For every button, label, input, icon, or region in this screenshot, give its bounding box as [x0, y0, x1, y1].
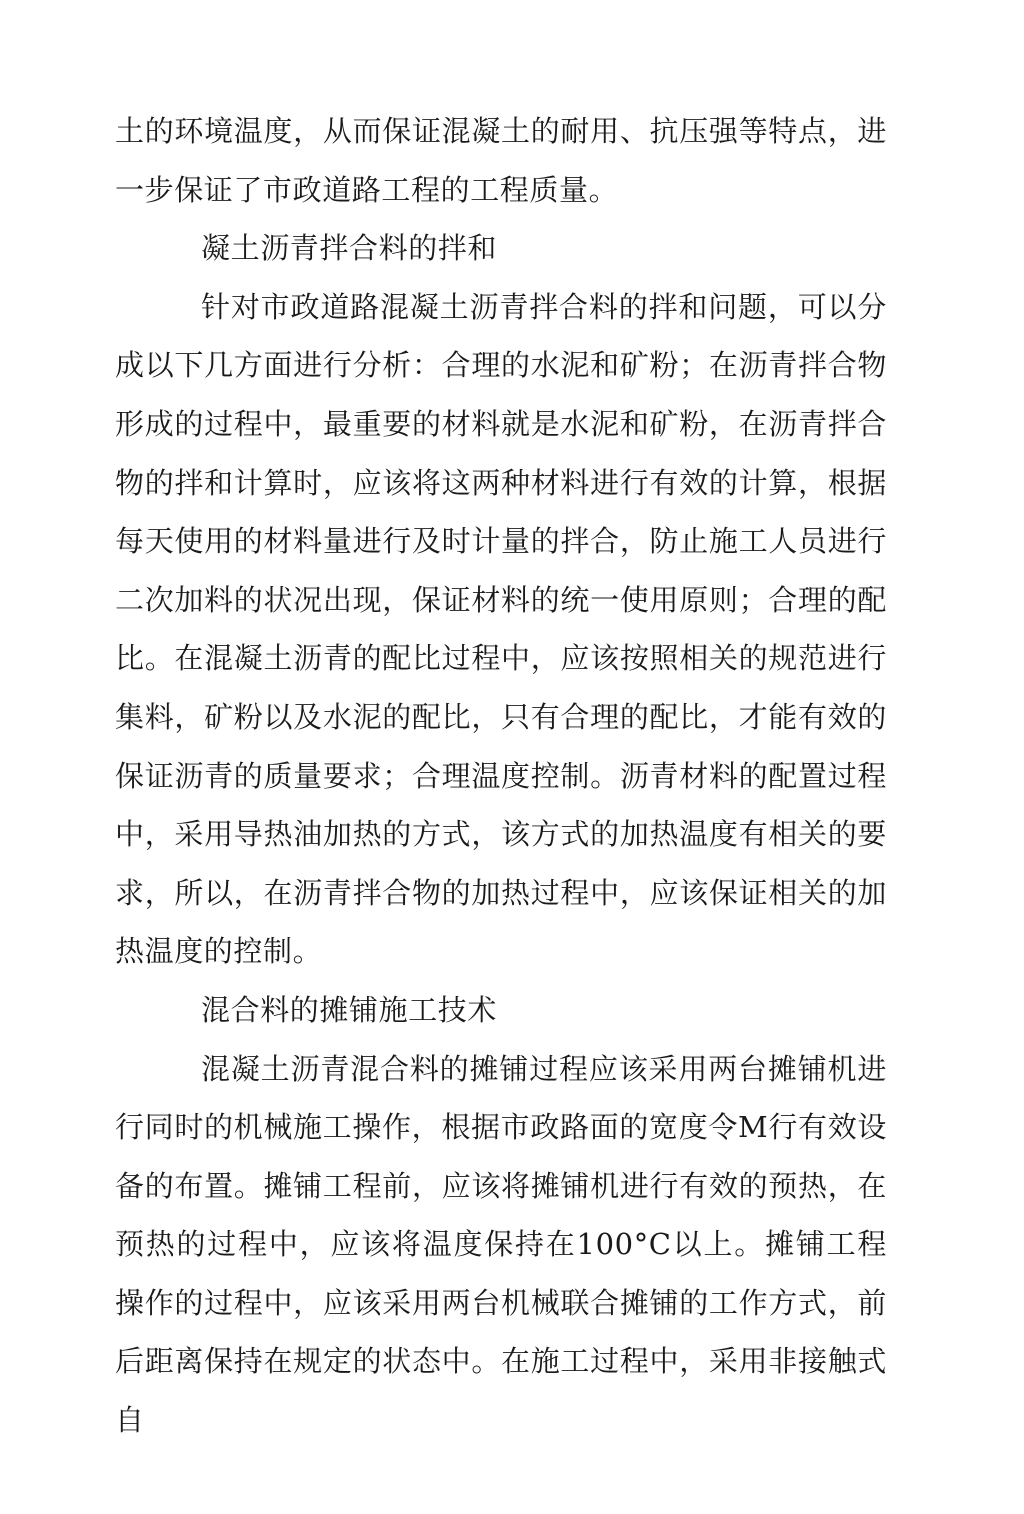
section-heading-mixing: 凝土沥青拌合料的拌和 — [201, 231, 498, 266]
paragraph-paving-body: 混凝土沥青混合料的摊铺过程应该采用两台摊铺机进行同时的机械施工操作，根据市政路面的宽度令M行有效设备的布置。摊铺工程前，应该将摊铺机进行有效的预热，在预热的过程中，应该将温度保持在100°C以上。摊铺工程操作的过程中，应该采用两台机械联合摊铺的工作方式，前后距离保持在规定的状态中。在施工过程中，采用非接触式自 — [115, 1051, 887, 1438]
paragraph-continued: 土的环境温度，从而保证混凝土的耐用、抗压强等特点，进一步保证了市政道路工程的工程质量。 — [115, 114, 887, 207]
paragraph-mixing-body: 针对市政道路混凝土沥青拌合料的拌和问题，可以分成以下几方面进行分析：合理的水泥和矿粉；在沥青拌合物形成的过程中，最重要的材料就是水泥和矿粉，在沥青拌合物的拌和计算时，应该将这两种材料进行有效的计算，根据每天使用的材料量进行及时计量的拌合，防止施工人员进行二次加料的状况出现，保证材料的统一使用原则；合理的配比。在混凝土沥青的配比过程中，应该按照相关的规范进行集料，矿粉以及水泥的配比，只有合理的配比，才能有效的保证沥青的质量要求；合理温度控制。沥青材料的配置过程中，采用导热油加热的方式，该方式的加热温度有相关的要求，所以，在沥青拌合物的加热过程中，应该保证相关的加热温度的控制。 — [115, 289, 887, 969]
document-page — [115, 102, 887, 1450]
section-heading-paving: 混合料的摊铺施工技术 — [201, 992, 498, 1027]
